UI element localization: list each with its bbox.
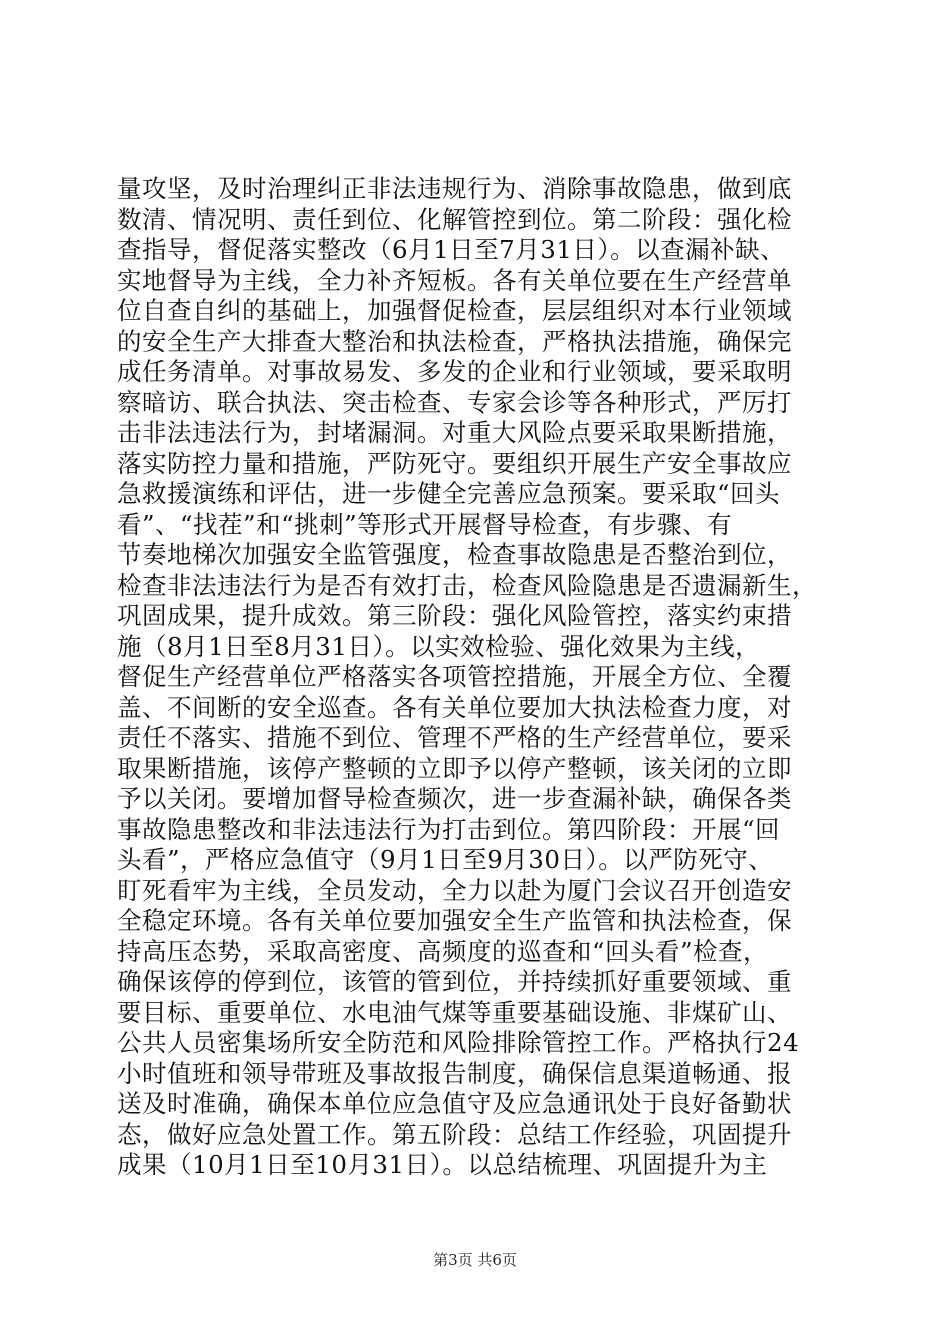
text-line: 小时值班和领导带班及事故报告制度，确保信息渠道畅通、报 — [117, 1058, 792, 1088]
text-line: 数清、情况明、责任到位、化解管控到位。第二阶段：强化检 — [117, 204, 792, 234]
text-line: 成任务清单。对事故易发、多发的企业和行业领域，要采取明 — [117, 357, 792, 386]
text-line: 态，做好应急处置工作。第五阶段：总结工作经验，巩固提升 — [117, 1119, 792, 1149]
text-line: 持高压态势，采取高密度、高频度的巡查和“回头看”检查， — [117, 936, 769, 966]
text-line: 责任不落实、措施不到位、管理不严格的生产经营单位，要采 — [117, 723, 792, 752]
page-footer — [0, 1249, 950, 1270]
text-line: 要目标、重要单位、水电油气煤等重要基础设施、非煤矿山、 — [117, 997, 792, 1027]
body-text — [117, 174, 837, 1181]
text-line: 击非法违法行为，封堵漏洞。对重大风险点要采取果断措施， — [117, 418, 792, 447]
text-line: 施（8月1日至8月31日）。以实效检验、强化效果为主线， — [117, 631, 761, 661]
text-line: 位自查自纠的基础上，加强督促检查，层层组织对本行业领域 — [117, 296, 792, 325]
text-line: 送及时准确，确保本单位应急值守及应急通讯处于良好备勤状 — [117, 1089, 792, 1118]
text-line: 实地督导为主线，全力补齐短板。各有关单位要在生产经营单 — [117, 265, 792, 295]
text-line: 头看”，严格应急值守（9月1日至9月30日）。以严防死守、 — [117, 845, 774, 874]
text-line: 巩固成果，提升成效。第三阶段：强化风险管控，落实约束措 — [117, 601, 792, 630]
text-line: 看”、“找茬”和“挑刺”等形式开展督导检查，有步骤、有 — [117, 509, 733, 539]
text-line: 予以关闭。要增加督导检查频次，进一步查漏补缺，确保各类 — [117, 784, 792, 813]
text-line: 节奏地梯次加强安全监管强度，检查事故隐患是否整治到位， — [117, 540, 792, 569]
text-line: 督促生产经营单位严格落实各项管控措施，开展全方位、全覆 — [117, 662, 792, 691]
text-line: 量攻坚，及时治理纠正非法违规行为、消除事故隐患，做到底 — [117, 174, 792, 203]
text-line: 事故隐患整改和非法违法行为打击到位。第四阶段：开展“回 — [117, 814, 781, 844]
text-line: 察暗访、联合执法、突击检查、专家会诊等各种形式，严厉打 — [117, 387, 792, 417]
text-line: 盯死看牢为主线，全员发动，全力以赴为厦门会议召开创造安 — [117, 875, 792, 905]
text-line: 成果（10月1日至10月31日）。以总结梳理、巩固提升为主 — [117, 1150, 768, 1179]
text-line: 急救援演练和评估，进一步健全完善应急预案。要采取“回头 — [117, 479, 781, 508]
page-number-label: 第3页 共6页 — [433, 1251, 517, 1269]
text-line: 落实防控力量和措施，严防死守。要组织开展生产安全事故应 — [117, 448, 792, 478]
text-line: 公共人员密集场所安全防范和风险排除管控工作。严格执行24 — [117, 1028, 800, 1057]
text-line: 确保该停的停到位，该管的管到位，并持续抓好重要领域、重 — [117, 967, 792, 996]
text-line: 盖、不间断的安全巡查。各有关单位要加大执法检查力度，对 — [117, 692, 792, 722]
text-line: 取果断措施，该停产整顿的立即予以停产整顿，该关闭的立即 — [117, 753, 792, 783]
text-line: 的安全生产大排查大整治和执法检查，严格执法措施，确保完 — [117, 326, 792, 356]
text-line: 查指导，督促落实整改（6月1日至7月31日）。以查漏补缺、 — [117, 235, 786, 264]
text-line: 检查非法违法行为是否有效打击，检查风险隐患是否遗漏新生， — [117, 570, 817, 600]
text-line: 全稳定环境。各有关单位要加强安全生产监管和执法检查，保 — [117, 906, 792, 935]
